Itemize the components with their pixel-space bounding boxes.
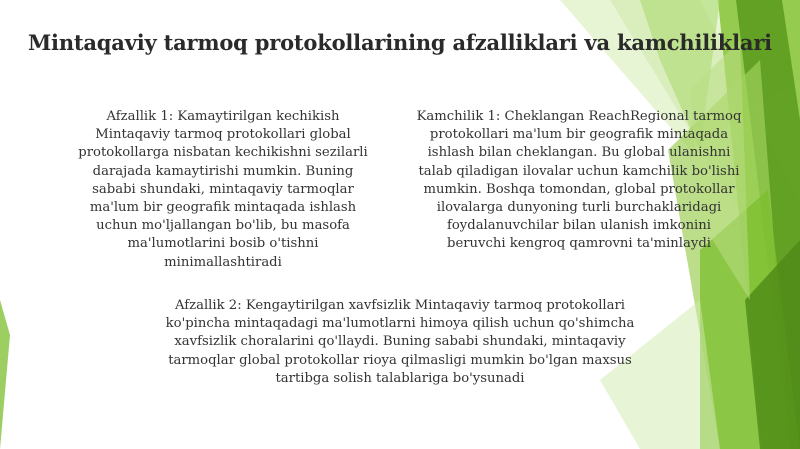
advantage-1-text: Afzallik 1: Kamaytirilgan kechikish Mintaqaviy tarmoq protokollari global protokollarga nisbatan kechikishni sezilarli darajada kamaytirishi mumkin. Buning sababi shundaki, mintaqaviy tarmoqlar ma'lum bir geografik mintaqada ishlash uchun mo'ljallangan bo'lib, bu masofa ma'lumotlarini bosib o'tishni minimallashtiradi xyxy=(78,109,368,270)
left-sliver-shape xyxy=(0,300,10,449)
advantage-2-text: Afzallik 2: Kengaytirilgan xavfsizlik Mintaqaviy tarmoq protokollari ko'pincha mintaqadagi ma'lumotlarni himoya qilish uchun qo'shimcha xavfsizlik choralarini qo'llaydi. Buning sababi shundaki, mintaqaviy tarmoqlar global protokollar rioya qilmasligi mumkin bo'lgan maxsus tartibga solish talablariga bo'ysunadi xyxy=(165,298,635,386)
slide-title: Mintaqaviy tarmoq protokollarining afzalliklari va kamchiliklari xyxy=(28,30,772,55)
disadvantage-1-text: Kamchilik 1: Cheklangan ReachRegional tarmoq protokollari ma'lum bir geografik mintaqada ishlash bilan cheklangan. Bu global ulanishni talab qiladigan ilovalar uchun kamchilik bo'lishi mumkin. Boshqa tomondan, global protokollar ilovalarga dunyoning turli burchaklaridagi foydalanuvchilar bilan ulanish imkonini beruvchi kengroq qamrovni ta'minlaydi xyxy=(416,109,742,252)
